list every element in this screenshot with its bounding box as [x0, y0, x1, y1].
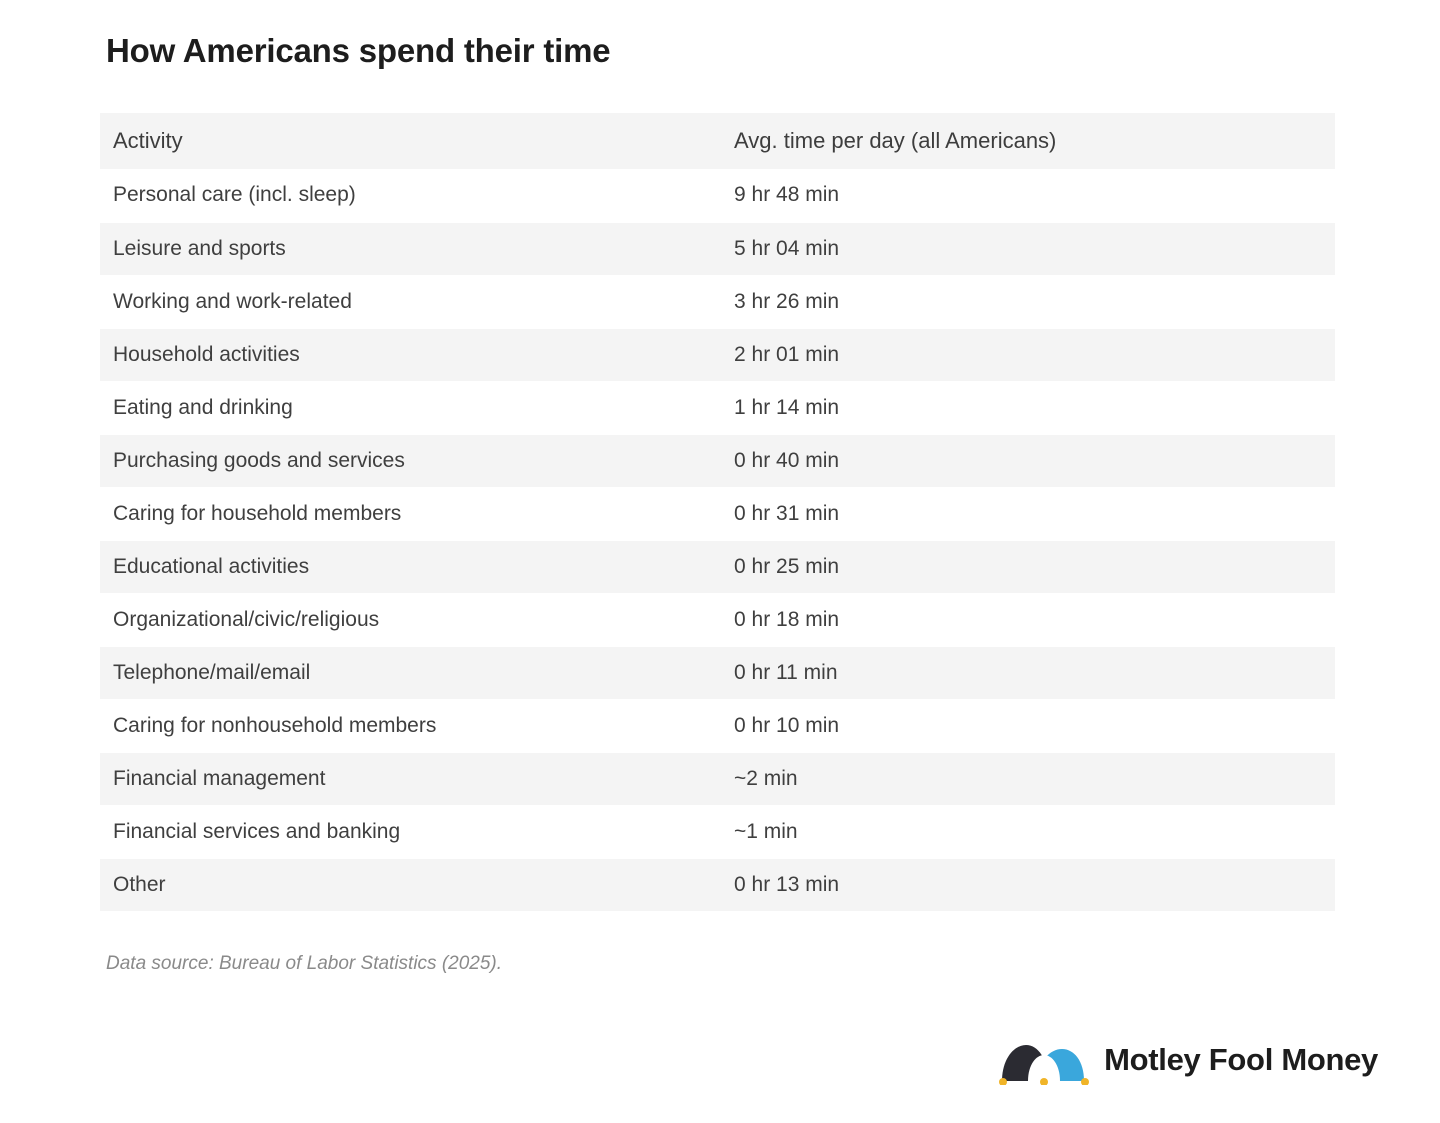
cell-avg-time: 0 hr 18 min	[720, 593, 1335, 646]
cell-activity: Financial management	[100, 752, 720, 805]
time-use-table	[100, 113, 1335, 912]
page-title: How Americans spend their time	[106, 32, 611, 69]
cell-avg-time: 0 hr 10 min	[720, 699, 1335, 752]
brand-logo	[998, 1035, 1378, 1085]
column-header-avg-time: Avg. time per day (all Americans)	[720, 113, 1335, 169]
table-row	[100, 752, 1335, 805]
table-row	[100, 646, 1335, 699]
cell-activity: Eating and drinking	[100, 381, 720, 434]
table-row	[100, 275, 1335, 328]
table-row	[100, 593, 1335, 646]
cell-avg-time: 5 hr 04 min	[720, 222, 1335, 275]
cell-avg-time: 1 hr 14 min	[720, 381, 1335, 434]
cell-avg-time: 3 hr 26 min	[720, 275, 1335, 328]
cell-activity: Working and work-related	[100, 275, 720, 328]
table-row	[100, 381, 1335, 434]
brand-name: Motley Fool Money	[1104, 1042, 1378, 1077]
cell-avg-time: 2 hr 01 min	[720, 328, 1335, 381]
table-row	[100, 328, 1335, 381]
column-header-activity: Activity	[100, 113, 720, 169]
cell-activity: Household activities	[100, 328, 720, 381]
table-row	[100, 169, 1335, 222]
cell-avg-time: ~1 min	[720, 805, 1335, 858]
cell-activity: Caring for household members	[100, 487, 720, 540]
table-row	[100, 487, 1335, 540]
table-header-row	[100, 113, 1335, 169]
cell-avg-time: 0 hr 25 min	[720, 540, 1335, 593]
table-row	[100, 699, 1335, 752]
cell-activity: Leisure and sports	[100, 222, 720, 275]
cell-avg-time: ~2 min	[720, 752, 1335, 805]
table-row	[100, 434, 1335, 487]
cell-activity: Purchasing goods and services	[100, 434, 720, 487]
table-row	[100, 540, 1335, 593]
cell-activity: Financial services and banking	[100, 805, 720, 858]
cell-activity: Organizational/civic/religious	[100, 593, 720, 646]
cell-avg-time: 0 hr 11 min	[720, 646, 1335, 699]
cell-avg-time: 0 hr 40 min	[720, 434, 1335, 487]
jester-hat-icon	[998, 1035, 1090, 1085]
table-row	[100, 222, 1335, 275]
cell-activity: Educational activities	[100, 540, 720, 593]
cell-avg-time: 0 hr 13 min	[720, 858, 1335, 911]
data-source-note: Data source: Bureau of Labor Statistics (2025).	[106, 953, 503, 974]
cell-activity: Caring for nonhousehold members	[100, 699, 720, 752]
cell-activity: Other	[100, 858, 720, 911]
table-row	[100, 805, 1335, 858]
table-body	[100, 169, 1335, 911]
cell-activity: Telephone/mail/email	[100, 646, 720, 699]
table-row	[100, 858, 1335, 911]
cell-avg-time: 9 hr 48 min	[720, 169, 1335, 222]
cell-activity: Personal care (incl. sleep)	[100, 169, 720, 222]
cell-avg-time: 0 hr 31 min	[720, 487, 1335, 540]
